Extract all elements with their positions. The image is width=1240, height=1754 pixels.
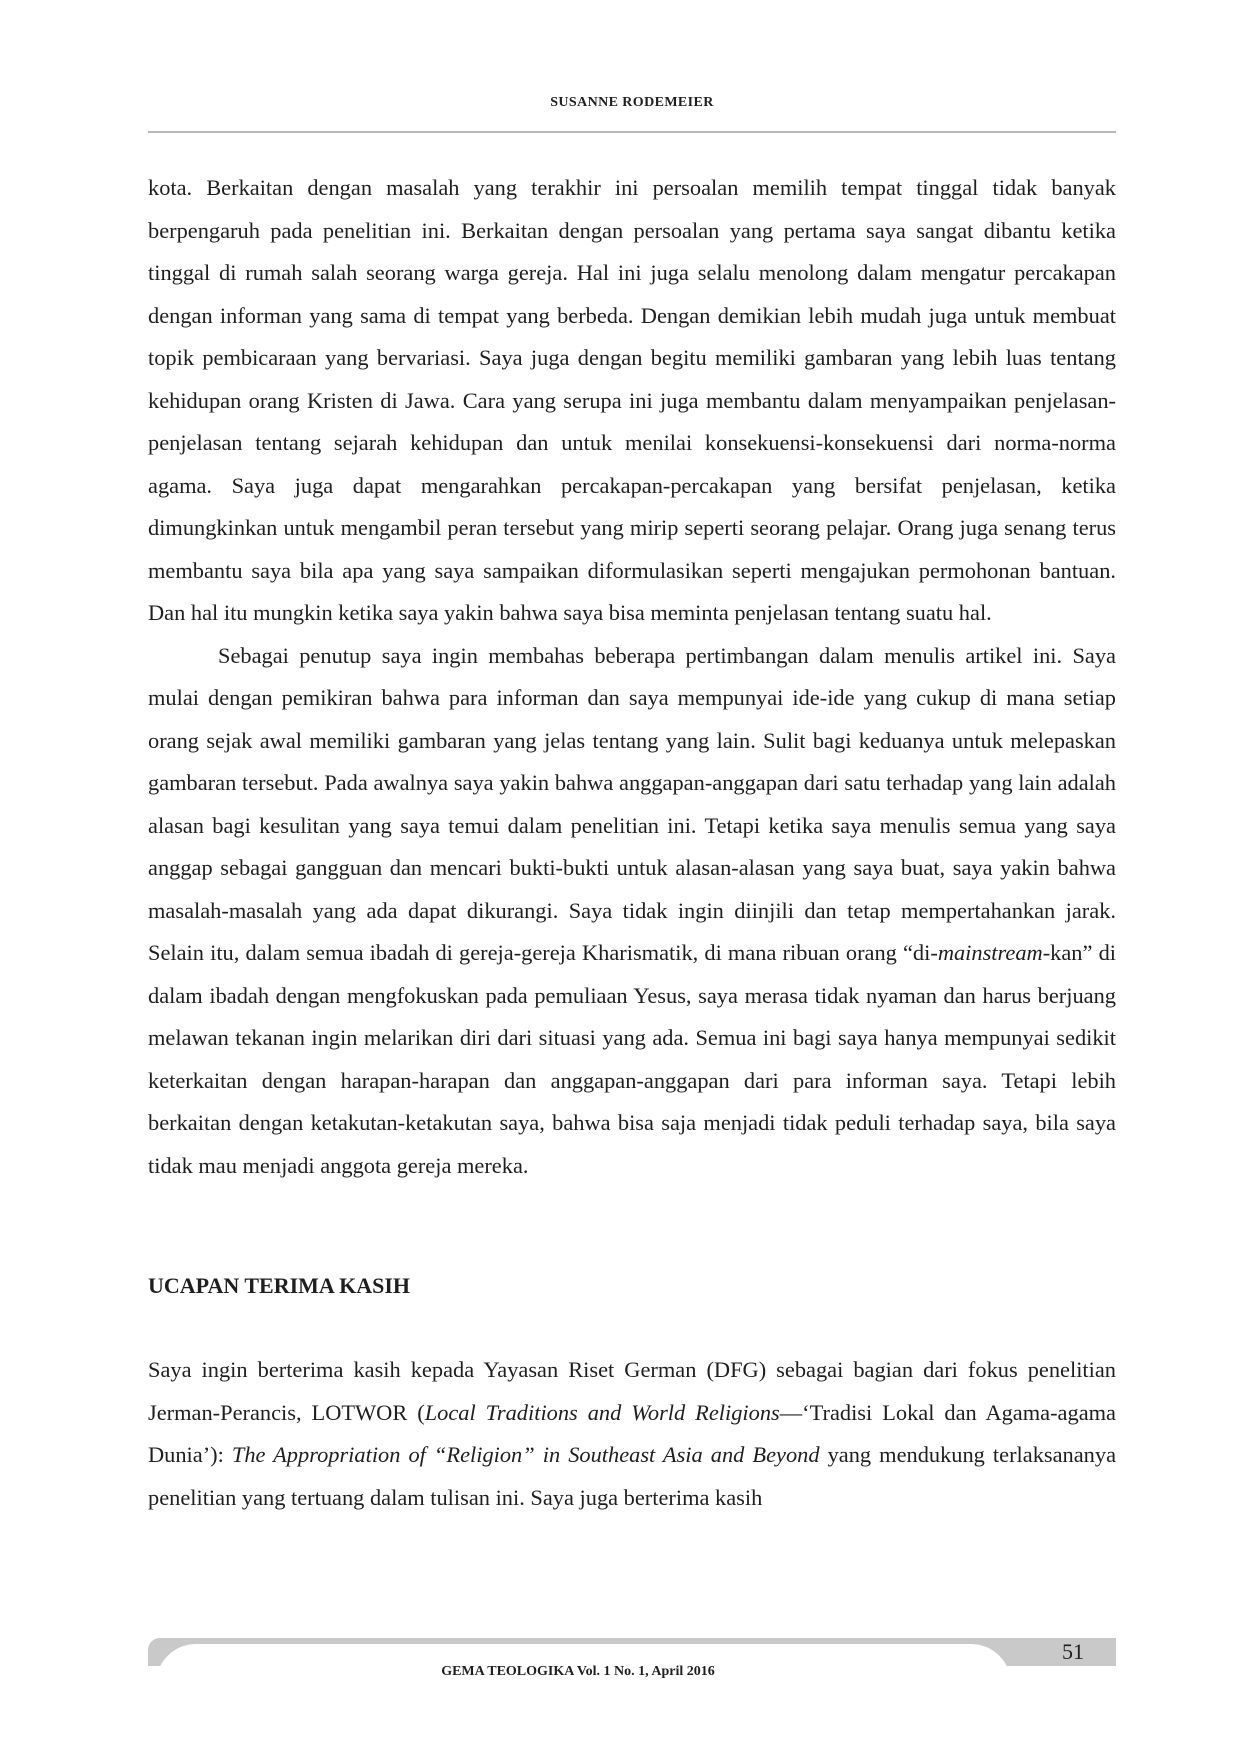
journal-citation: GEMA TEOLOGIKA Vol. 1 No. 1, April 2016 <box>441 1664 715 1679</box>
ack-text-b: —‘Tradisi Lokal dan Agama-agama Dunia’): <box>148 1399 1116 1467</box>
ack-text-a: Saya ingin berterima kasih kepada Yayasan Riset German (DFG) sebagai bagian dari fokus penelitian Jerman-Perancis, LOTWOR ( <box>148 1357 1116 1425</box>
section-heading: UCAPAN TERIMA KASIH <box>148 1273 410 1298</box>
ack-italic-b: The Appropriation of “Religion” in Southeast Asia and Beyond <box>231 1442 820 1467</box>
paragraph-1: kota. Berkaitan dengan masalah yang terakhir ini persoalan memilih tempat tinggal tidak banyak berpengaruh pada penelitian ini. Berkaitan dengan persoalan yang pertama saya sangat dibantu ketika tinggal di rumah salah seorang warga gereja. Hal ini juga selalu menolong dalam mengatur percakapan dengan informan yang sama di tempat yang berbeda. Dengan demikian lebih mudah juga untuk membuat topik pembicaraan yang bervariasi. Saya juga dengan begitu memiliki gambaran yang lebih luas tentang kehidupan orang Kristen di Jawa. Cara yang serupa ini juga membantu dalam menyampaikan penjelasan-penjelasan tentang sejarah kehidupan dan untuk menilai konsekuensi-konsekuensi dari norma-norma agama. Saya juga dapat mengarahkan percakapan-percakapan yang bersifat penjelasan, ketika dimungkinkan untuk mengambil peran tersebut yang mirip seperti seorang pelajar. Orang juga senang terus membantu saya bila apa yang saya sampaikan diformulasikan seperti mengajukan permohonan bantuan. Dan hal itu mungkin ketika saya yakin bahwa saya bisa meminta penjelasan tentang suatu hal. <box>148 175 1116 625</box>
ack-text-c: yang mendukung terlaksananya penelitian yang tertuang dalam tulisan ini. Saya juga berterima kasih <box>148 1442 1117 1510</box>
paragraph-2-text-b: -kan” di dalam ibadah dengan mengfokuskan pada pemuliaan Yesus, saya merasa tidak nyaman dan harus berjuang melawan tekanan ingin melarikan diri dari situasi yang ada. Semua ini bagi saya hanya mempunyai sedikit keterkaitan dengan harapan-harapan dan anggapan-anggapan dari para informan saya. Tetapi lebih berkaitan dengan ketakutan-ketakutan saya, bahwa bisa saja menjadi tidak peduli terhadap saya, bila saya tidak mau menjadi anggota gereja mereka. <box>148 940 1116 1178</box>
paragraph-2-text-a: Sebagai penutup saya ingin membahas beberapa pertimbangan dalam menulis artikel ini. Saya mulai dengan pemikiran bahwa para informan dan saya mempunyai ide-ide yang cukup di mana setiap orang sejak awal memiliki gambaran yang jelas tentang yang lain. Sulit bagi keduanya untuk melepaskan gambaran tersebut. Pada awalnya saya yakin bahwa anggapan-anggapan dari satu terhadap yang lain adalah alasan bagi kesulitan yang saya temui dalam penelitian ini. Tetapi ketika saya menulis semua yang saya anggap sebagai gangguan dan mencari bukti-bukti untuk alasan-alasan yang saya buat, saya yakin bahwa masalah-masalah yang ada dapat dikurangi. Saya tidak ingin diinjili dan tetap mempertahankan jarak. Selain itu, dalam semua ibadah di gereja-gereja Kharismatik, di mana ribuan orang “di- <box>148 642 1116 965</box>
ack-italic-a: Local Traditions and World Religions <box>424 1399 780 1425</box>
article-body <box>148 167 1116 1519</box>
header-rule <box>148 131 1116 133</box>
paragraph-2-italic: mainstream <box>937 940 1043 965</box>
acknowledgement-paragraph <box>148 1349 1116 1519</box>
running-head: SUSANNE RODEMEIER <box>550 95 714 110</box>
paragraph-2 <box>148 635 1116 1188</box>
page-number: 51 <box>1062 1639 1084 1664</box>
page-footer <box>148 1638 1116 1692</box>
